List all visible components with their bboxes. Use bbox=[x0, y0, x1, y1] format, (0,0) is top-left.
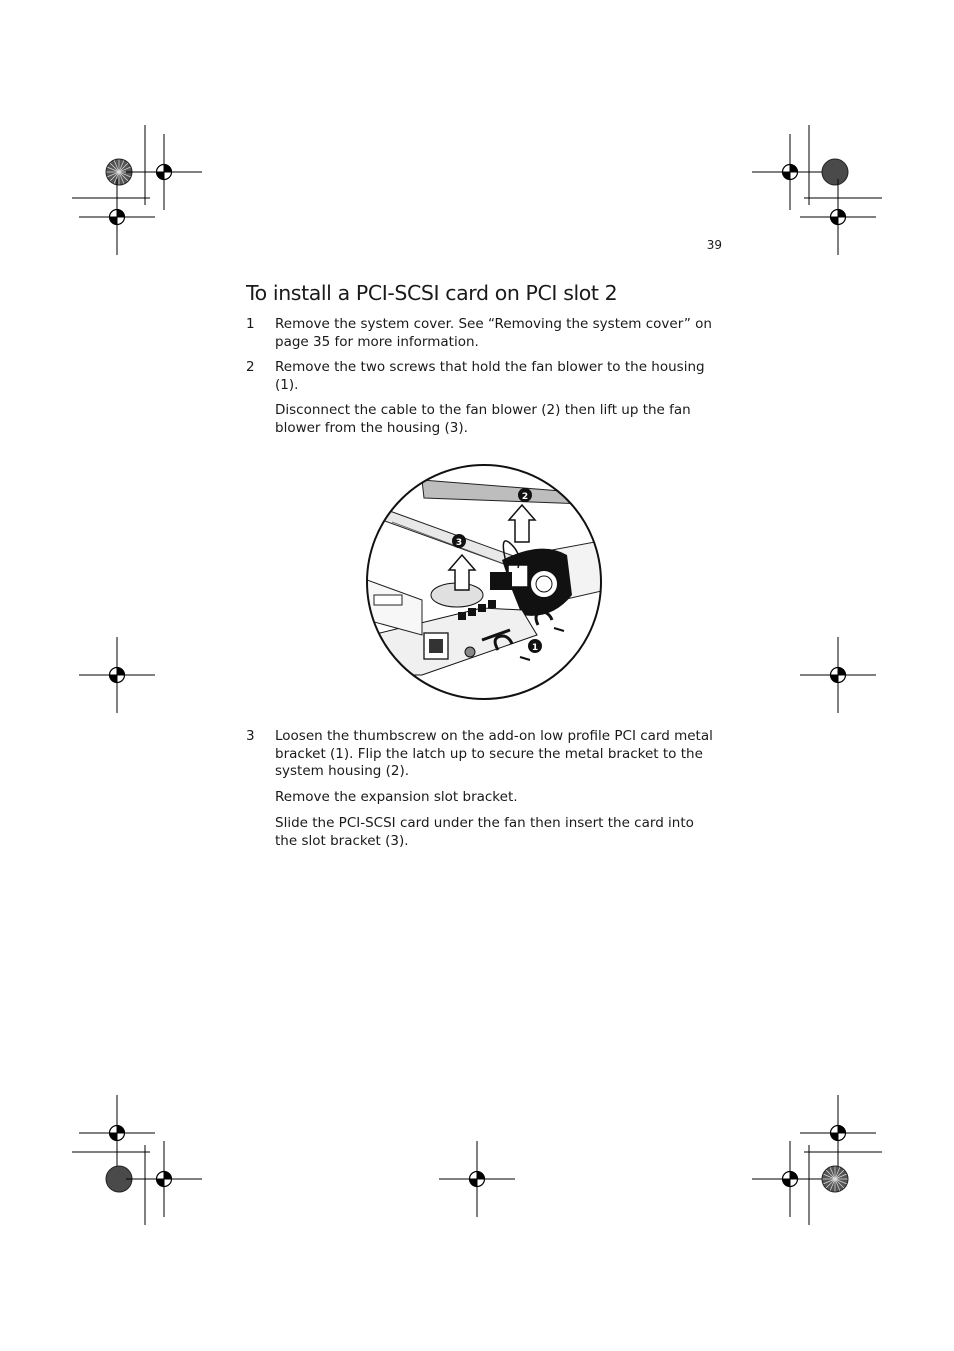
step-text: Remove the system cover. See “Removing the system cover” on page 35 for more information. bbox=[275, 316, 712, 350]
callout-3: 3 bbox=[455, 538, 463, 548]
callout-1: 1 bbox=[531, 643, 539, 653]
step-number: 2 bbox=[246, 359, 255, 375]
step-3-note-2: Slide the PCI-SCSI card under the fan then insert the card into the slot bracket (3). bbox=[275, 815, 694, 849]
step-3-note-1: Remove the expansion slot bracket. bbox=[275, 789, 518, 805]
step-text: Remove the two screws that hold the fan blower to the housing (1). bbox=[275, 359, 705, 393]
fan-blower-removal-illustration bbox=[362, 460, 606, 704]
page-number: 39 bbox=[706, 238, 722, 252]
step-text: Loosen the thumbscrew on the add-on low profile PCI card metal bracket (1). Flip the latch up to secure the metal bracket to the system housing (2). bbox=[275, 728, 713, 779]
step-number: 1 bbox=[246, 316, 255, 332]
step-number: 3 bbox=[246, 728, 255, 744]
callout-2: 2 bbox=[521, 492, 529, 502]
step-2-note: Disconnect the cable to the fan blower (2) then lift up the fan blower from the housing (3). bbox=[275, 402, 691, 436]
section-heading: To install a PCI-SCSI card on PCI slot 2 bbox=[246, 281, 618, 305]
